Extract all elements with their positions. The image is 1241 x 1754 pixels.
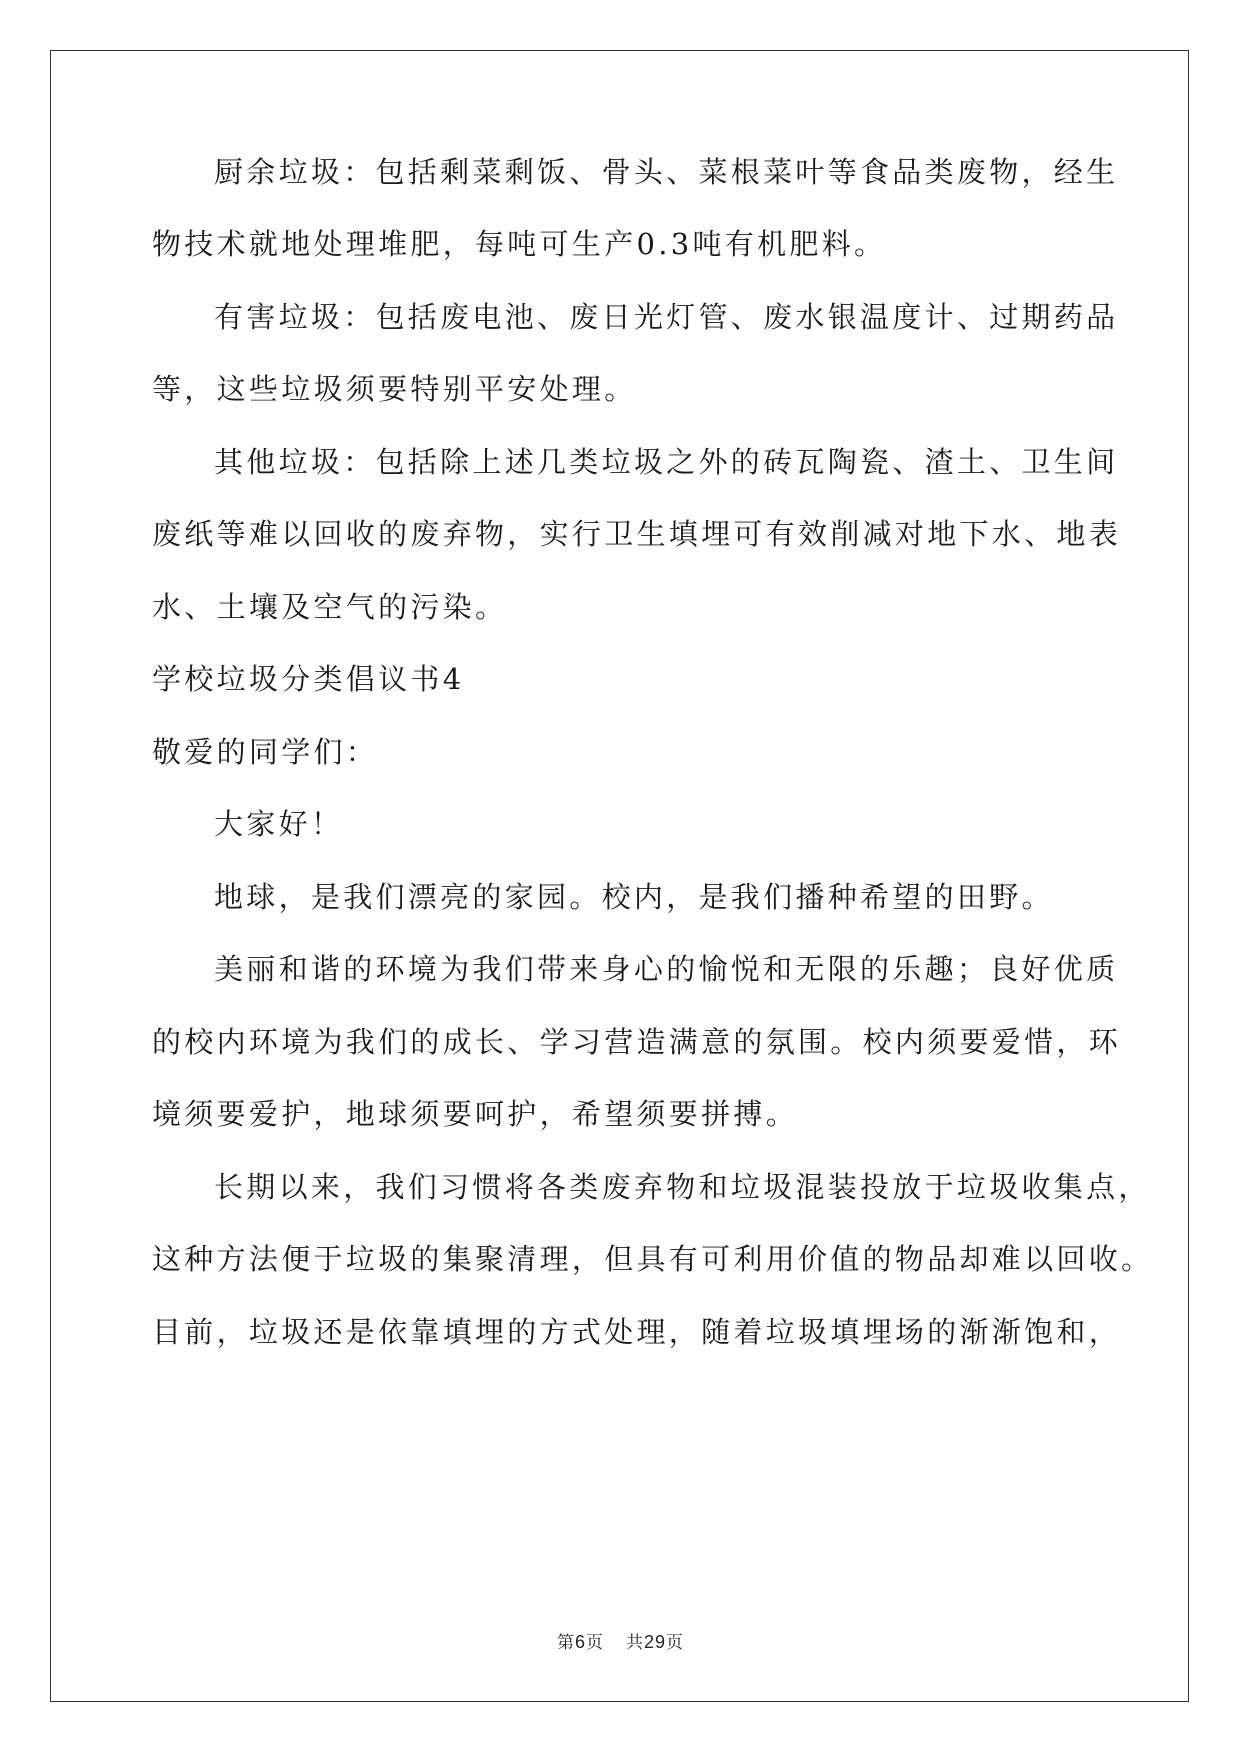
total-prefix: 共 [625, 1633, 644, 1653]
paragraph-line: 水、土壤及空气的污染。 [152, 590, 508, 624]
paragraph-line: 境须要爱护，地球须要呵护，希望须要拼搏。 [152, 1097, 799, 1131]
paragraph-line: 厨余垃圾：包括剩菜剩饭、骨头、菜根菜叶等食品类废物，经生 [214, 155, 1119, 189]
greeting: 大家好！ [214, 807, 344, 841]
paragraph-line: 等，这些垃圾须要特别平安处理。 [152, 372, 637, 406]
section-heading: 学校垃圾分类倡议书4 [152, 662, 465, 696]
total-suffix: 页 [666, 1633, 685, 1653]
paragraph-line: 长期以来，我们习惯将各类废弃物和垃圾混装投放于垃圾收集点， [214, 1170, 1151, 1204]
paragraph-line: 有害垃圾：包括废电池、废日光灯管、废水银温度计、过期药品 [214, 300, 1119, 334]
salutation: 敬爱的同学们： [152, 735, 379, 769]
page-prefix: 第 [556, 1633, 575, 1653]
paragraph-line: 废纸等难以回收的废弃物，实行卫生填埋可有效削减对地下水、地表 [152, 517, 1122, 551]
paragraph-line: 地球，是我们漂亮的家园。校内，是我们播种希望的田野。 [214, 880, 1054, 914]
total-pages: 29 [643, 1632, 667, 1652]
paragraph-line: 这种方法便于垃圾的集聚清理，但具有可利用价值的物品却难以回收。 [152, 1242, 1154, 1276]
page-number: 6 [574, 1632, 586, 1652]
paragraph-line: 其他垃圾：包括除上述几类垃圾之外的砖瓦陶瓷、渣土、卫生间 [214, 445, 1119, 479]
page-footer [0, 1628, 1241, 1653]
paragraph-line: 目前，垃圾还是依靠填埋的方式处理，随着垃圾填埋场的渐渐饱和， [152, 1315, 1122, 1349]
paragraph-line: 物技术就地处理堆肥，每吨可生产0.3吨有机肥料。 [152, 227, 887, 261]
paragraph-line: 美丽和谐的环境为我们带来身心的愉悦和无限的乐趣；良好优质 [214, 952, 1119, 986]
page-suffix: 页 [585, 1633, 604, 1653]
paragraph-line: 的校内环境为我们的成长、学习营造满意的氛围。校内须要爱惜，环 [152, 1025, 1122, 1059]
